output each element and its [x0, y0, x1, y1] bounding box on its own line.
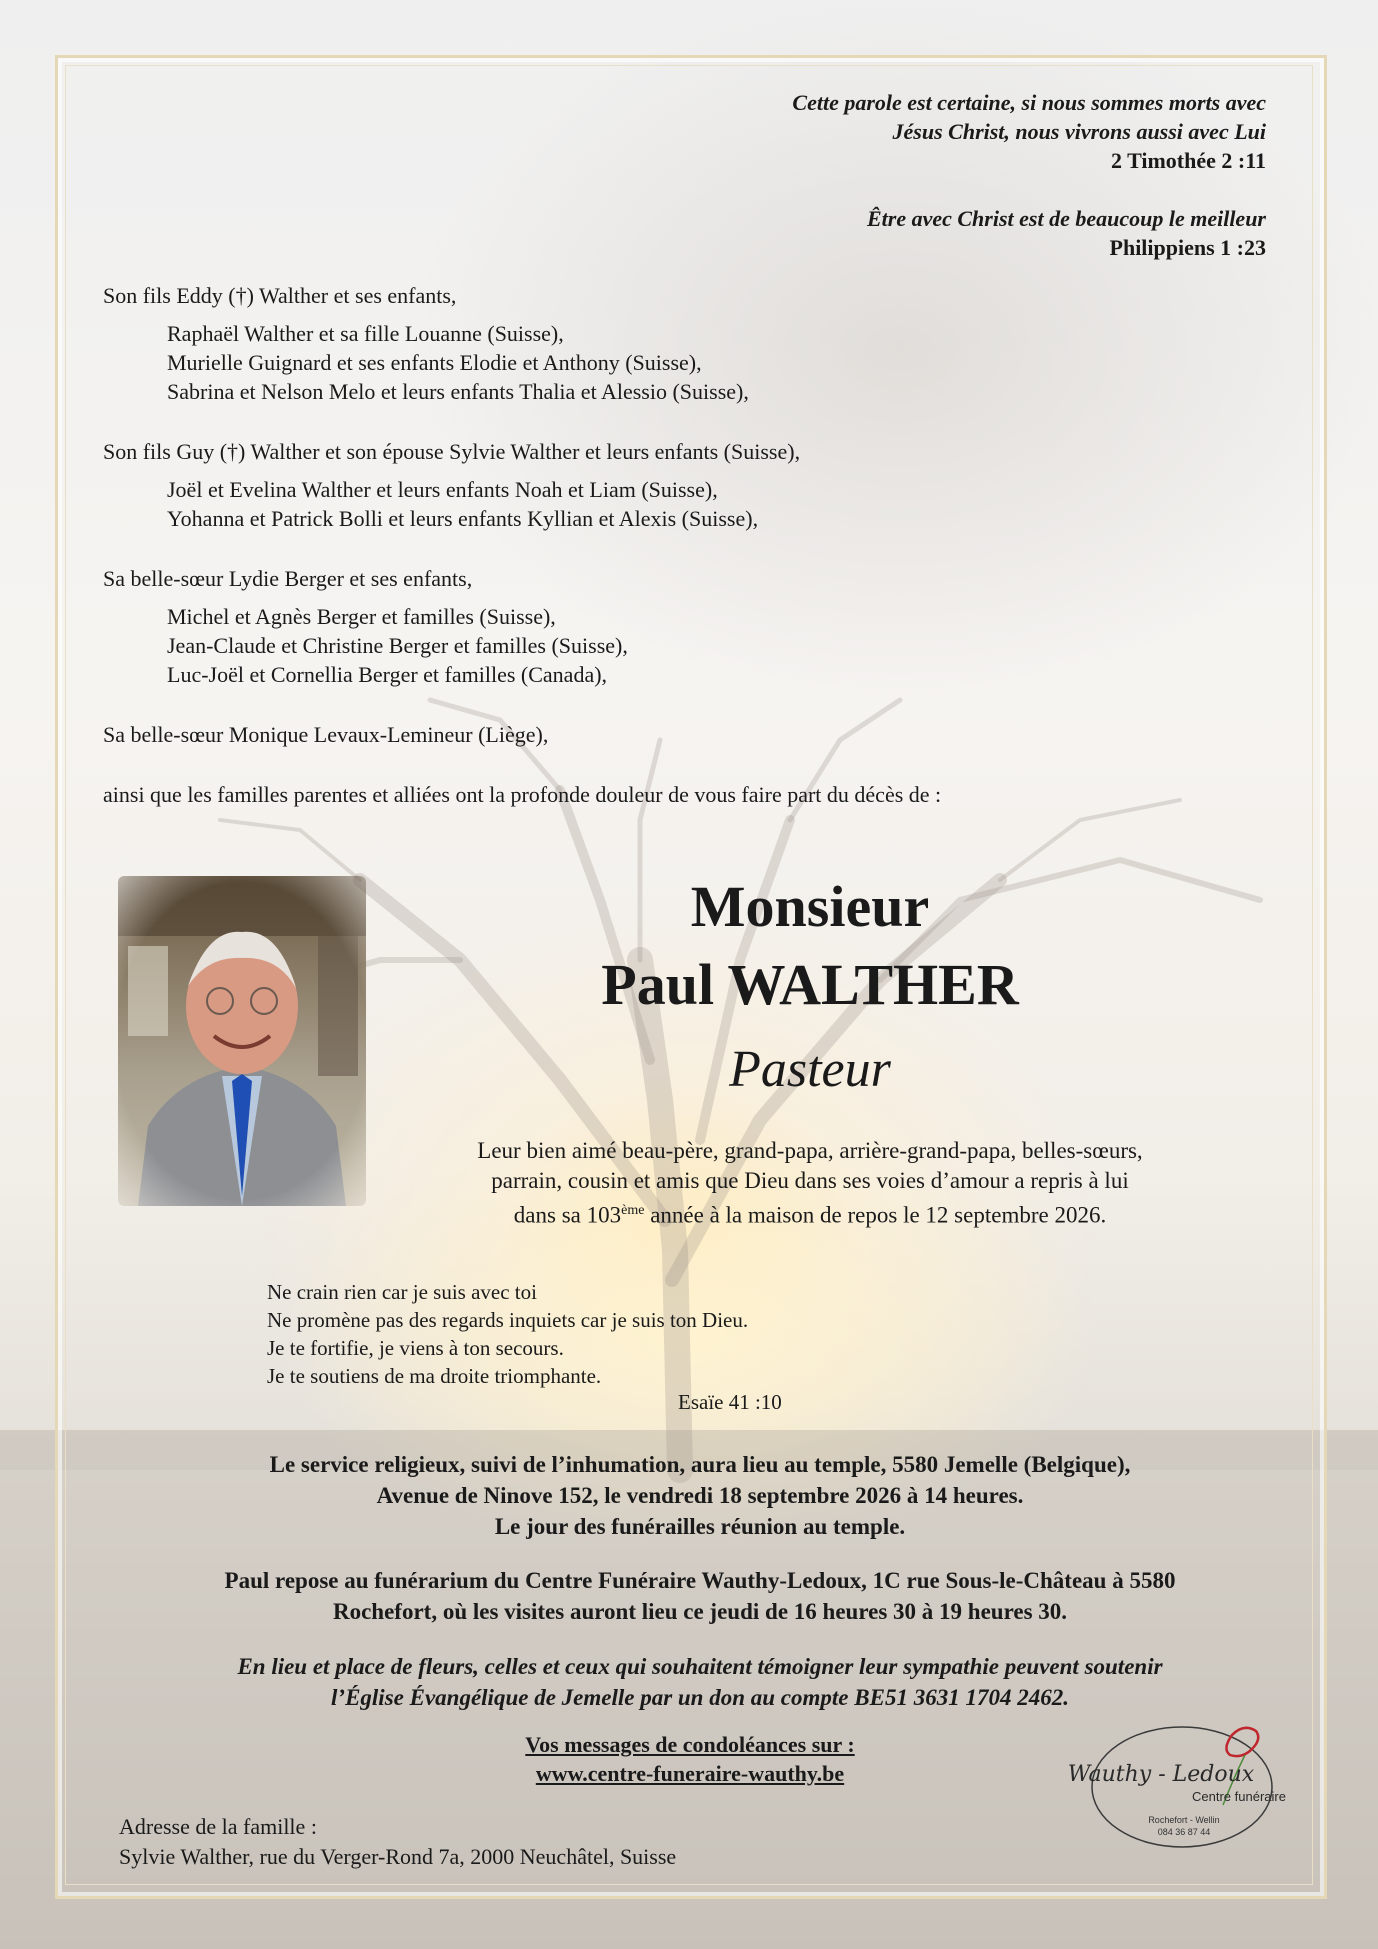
verse-reference: 2 Timothée 2 :11: [1110, 148, 1266, 173]
family-member: Raphaël Walther et sa fille Louanne (Suisse),: [167, 321, 564, 346]
announcement-line: Leur bien aimé beau-père, grand-papa, arrière-grand-papa, belles-sœurs,: [477, 1138, 1143, 1163]
family-head: Sa belle-sœur Monique Levaux-Lemineur (Liège),: [103, 722, 549, 747]
visitation-line: Rochefort, où les visites auront lieu ce jeudi de 16 heures 30 à 19 heures 30.: [332, 1599, 1068, 1624]
logo-location: Rochefort - Wellin: [1148, 1815, 1220, 1825]
family-member: Michel et Agnès Berger et familles (Suisse),: [167, 604, 556, 629]
family-monique: [103, 720, 548, 749]
family-head: Sa belle-sœur Lydie Berger et ses enfants,: [103, 566, 473, 591]
quote-line: Ne crain rien car je suis avec toi: [267, 1280, 537, 1304]
deceased-portrait: [118, 876, 366, 1206]
quote-line: Je te soutiens de ma droite triomphante.: [267, 1364, 602, 1388]
family-member: Luc-Joël et Cornellia Berger et familles (Canada),: [167, 662, 608, 687]
donation-note: [100, 1651, 1300, 1713]
family-member: Yohanna et Patrick Bolli et leurs enfants Kyllian et Alexis (Suisse),: [167, 506, 759, 531]
family-head: Son fils Guy (†) Walther et son épouse Sylvie Walther et leurs enfants (Suisse),: [103, 439, 801, 464]
visitation-line: Paul repose au funérarium du Centre Funéraire Wauthy-Ledoux, 1C rue Sous-le-Château à 5580: [224, 1568, 1176, 1593]
funeral-home-logo: [1057, 1715, 1307, 1855]
verse-timothee: [792, 88, 1266, 175]
service-line: Le service religieux, suivi de l’inhumation, aura lieu au temple, 5580 Jemelle (Belgique),: [269, 1452, 1131, 1477]
donation-line: l’Église Évangélique de Jemelle par un don au compte BE51 3631 1704 2462.: [331, 1685, 1069, 1710]
family-member: Sabrina et Nelson Melo et leurs enfants Thalia et Alessio (Suisse),: [167, 379, 749, 404]
condolences: [470, 1730, 910, 1788]
verse-line: Être avec Christ est de beaucoup le meilleur: [866, 206, 1266, 231]
logo-brand: Wauthy - Ledoux: [1067, 1762, 1255, 1787]
service-line: Avenue de Ninove 152, le vendredi 18 septembre 2026 à 14 heures.: [376, 1483, 1024, 1508]
deceased-honorific: Monsieur: [690, 874, 930, 939]
deceased-name: Paul WALTHER: [601, 952, 1019, 1017]
donation-line: En lieu et place de fleurs, celles et ceux qui souhaitent témoigner leur sympathie peuvent soutenir: [237, 1654, 1163, 1679]
family-eddy: [103, 281, 749, 406]
family-guy: [103, 437, 800, 533]
scripture-quote: [267, 1278, 748, 1390]
family-address: [119, 1812, 676, 1872]
address-label: Adresse de la famille :: [119, 1814, 317, 1839]
portrait-illustration: [118, 876, 366, 1206]
family-member: Murielle Guignard et ses enfants Elodie et Anthony (Suisse),: [167, 350, 702, 375]
family-closing: [103, 780, 941, 809]
family-lydie: [103, 564, 628, 689]
logo-phone: 084 36 87 44: [1157, 1827, 1211, 1837]
verse-philippiens: [867, 204, 1266, 262]
logo-subtitle: Centre funéraire: [1192, 1789, 1286, 1804]
family-head: Son fils Eddy (†) Walther et ses enfants,: [103, 283, 457, 308]
death-announcement: [390, 1136, 1230, 1231]
condolences-label: Vos messages de condoléances sur :: [525, 1732, 855, 1757]
quote-reference: Esaïe 41 :10: [678, 1390, 782, 1414]
quote-line: Ne promène pas des regards inquiets car je suis ton Dieu.: [267, 1308, 749, 1332]
family-member: Joël et Evelina Walther et leurs enfants Noah et Liam (Suisse),: [167, 477, 718, 502]
condolences-link[interactable]: www.centre-funeraire-wauthy.be: [535, 1761, 845, 1786]
visitation-details: [100, 1565, 1300, 1627]
service-details: [100, 1449, 1300, 1542]
announcement-line: dans sa 103ème année à la maison de repos le 12 septembre 2026.: [513, 1202, 1107, 1228]
service-line: Le jour des funérailles réunion au temple.: [494, 1514, 906, 1539]
deceased-role: Pasteur: [729, 1041, 891, 1098]
verse-reference: Philippiens 1 :23: [1109, 235, 1266, 260]
announcement-line: parrain, cousin et amis que Dieu dans ses voies d’amour a repris à lui: [491, 1168, 1129, 1193]
verse-line: Cette parole est certaine, si nous sommes morts avec: [792, 90, 1266, 115]
address-value: Sylvie Walther, rue du Verger-Rond 7a, 2000 Neuchâtel, Suisse: [119, 1844, 677, 1869]
quote-line: Je te fortifie, je viens à ton secours.: [267, 1336, 564, 1360]
family-closing-text: ainsi que les familles parentes et alliées ont la profonde douleur de vous faire part du décès de :: [103, 782, 942, 807]
family-member: Jean-Claude et Christine Berger et familles (Suisse),: [167, 633, 628, 658]
verse-line: Jésus Christ, nous vivrons aussi avec Lui: [892, 119, 1266, 144]
